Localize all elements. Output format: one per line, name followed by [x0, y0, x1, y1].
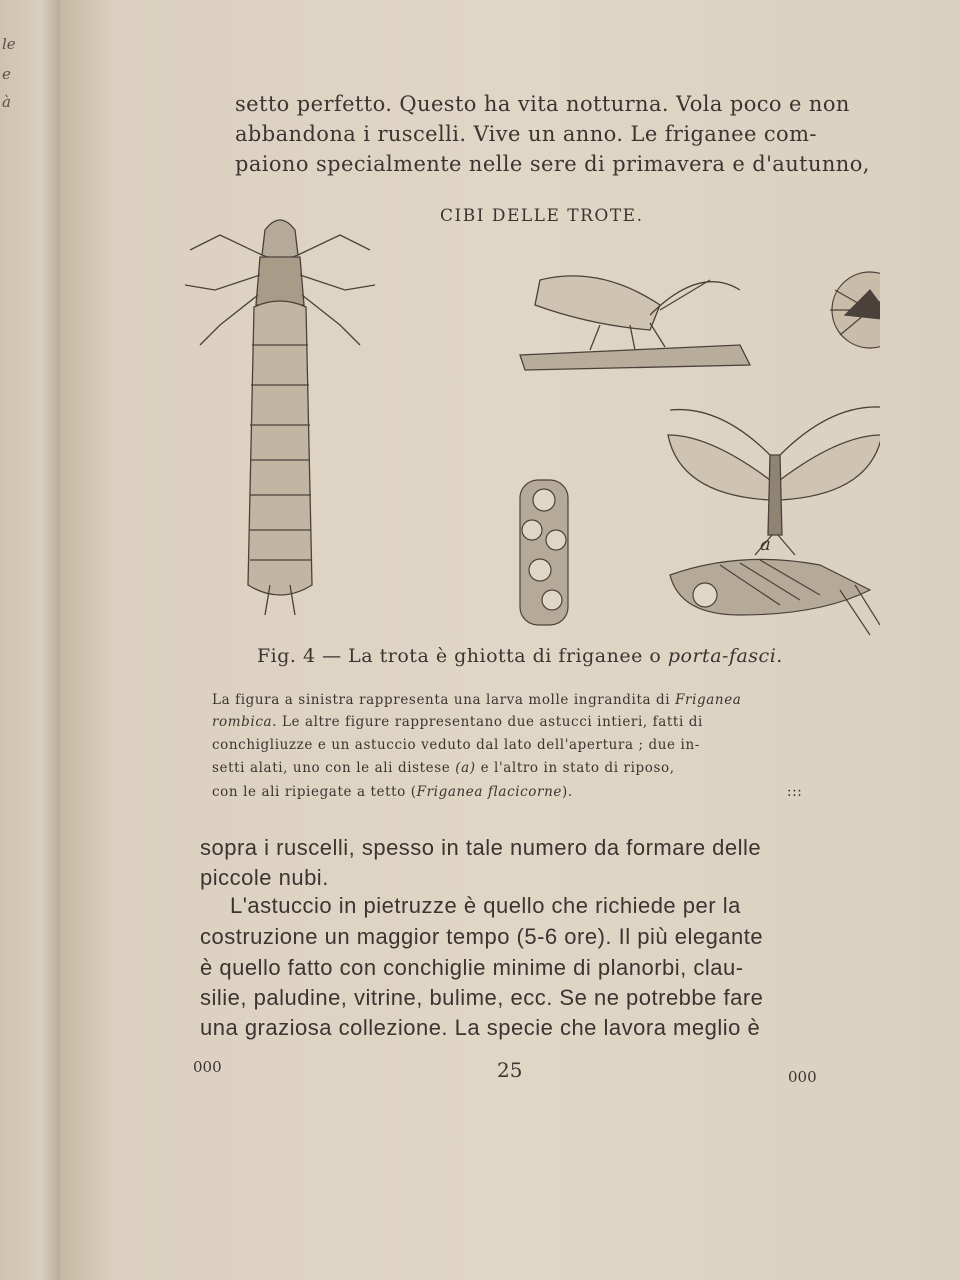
body-line: una graziosa collezione. La specie che lavora meglio è [200, 1015, 761, 1040]
top-paragraph-line: abbandona i ruscelli. Vive un anno. Le friganee com- [235, 122, 817, 146]
legend-line: con le ali ripiegate a tetto (Friganea flacicorne). ::: [212, 784, 803, 800]
body-line: costruzione un maggior tempo (5-6 ore). Il più elegante [200, 924, 764, 949]
book-page [60, 0, 960, 1280]
page-number: 25 [497, 1058, 523, 1082]
figure-caption [257, 645, 783, 667]
legend-line: rombica. Le altre figure rappresentano due astucci intieri, fatti di [212, 714, 703, 730]
footer-ornament-right: 000 [788, 1068, 817, 1086]
top-paragraph-line: paiono specialmente nelle sere di primavera e d'autunno, [235, 152, 870, 176]
previous-page-letter: le [2, 35, 16, 53]
adult-caddisfly-side-view [520, 276, 750, 370]
top-paragraph-line: setto perfetto. Questo ha vita notturna. Vola poco e non [235, 92, 850, 116]
previous-page-letter: à [2, 93, 11, 111]
twig-case-illustration [670, 559, 880, 635]
legend-line: La figura a sinistra rappresenta una larva molle ingrandita di Friganea [212, 692, 742, 708]
case-opening-illustration [830, 272, 880, 348]
legend-line: setti alati, uno con le ali distese (a) e l'altro in stato di riposo, [212, 760, 675, 776]
footer-ornament-left: 000 [193, 1058, 222, 1076]
body-line: silie, paludine, vitrine, bulime, ecc. Se ne potrebbe fare [200, 985, 764, 1010]
larva-illustration [185, 220, 375, 615]
adult-caddisfly-wings-spread [668, 407, 880, 555]
previous-page-letter: e [2, 65, 11, 83]
body-line: sopra i ruscelli, spesso in tale numero da formare delle [200, 835, 762, 860]
caddisfly-figure [180, 195, 880, 645]
caption-italic: porta-fasci. [667, 645, 783, 667]
body-line: piccole nubi. [200, 865, 329, 890]
legend-line: conchigliuzze e un astuccio veduto dal lato dell'apertura ; due in- [212, 737, 700, 753]
body-line: è quello fatto con conchiglie minime di planorbi, clau- [200, 955, 744, 980]
running-heading: CIBI DELLE TROTE. [440, 206, 644, 226]
legend-end-mark: ::: [787, 784, 803, 800]
shell-case-illustration [520, 480, 568, 625]
figure-label-a: a [760, 534, 771, 555]
caption-text: Fig. 4 — La trota è ghiotta di friganee o [257, 645, 662, 667]
previous-page-edge [0, 0, 60, 1280]
body-line: L'astuccio in pietruzze è quello che richiede per la [230, 893, 741, 918]
